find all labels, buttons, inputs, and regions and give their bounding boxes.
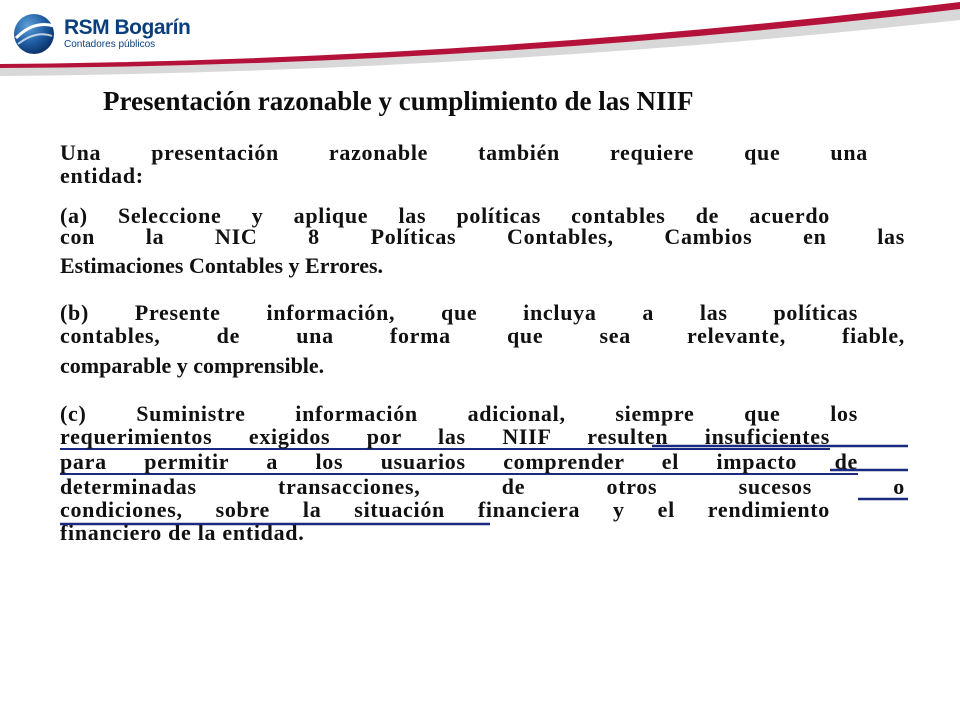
item-c-paragraph: [60, 402, 905, 544]
item-a-paragraph: [60, 203, 905, 284]
item-c-line-5: condiciones, sobre la situación financiera y el rendimiento: [60, 497, 830, 522]
intro-line-1: Una presentación razonable también requiere que una: [60, 140, 868, 165]
company-logo: [12, 12, 190, 56]
item-c-line-3: para permitir a los usuarios comprender el impacto de: [60, 449, 858, 474]
item-a-line-3: Estimaciones Contables y Errores.: [60, 253, 384, 278]
item-a-line-1: (a) Seleccione y aplique las políticas contables de acuerdo: [60, 203, 830, 228]
item-c-line-1: (c) Suministre información adicional, siempre que los: [60, 401, 858, 426]
intro-paragraph: [60, 141, 905, 187]
item-b-paragraph: [60, 300, 905, 383]
item-b-line-1: (b) Presente información, que incluya a las políticas: [60, 300, 858, 325]
item-c-line-6: financiero de la entidad.: [60, 520, 305, 545]
item-a-line-2: con la NIC 8 Políticas Contables, Cambios en las: [60, 224, 905, 249]
item-b-line-2: contables, de una forma que sea relevante, fiable,: [60, 323, 905, 348]
logo-subtitle: Contadores públicos: [64, 39, 156, 50]
item-c-line-4: determinadas transacciones, de otros sucesos o: [60, 474, 905, 499]
slide-title: Presentación razonable y cumplimiento de las NIIF: [103, 86, 694, 116]
globe-icon: [12, 12, 56, 56]
logo-brand-name: RSM Bogarín: [64, 16, 191, 39]
item-c-line-2: requerimientos exigidos por las NIIF resulten insuficientes: [60, 424, 830, 449]
slide-body: [60, 141, 905, 563]
intro-line-2: entidad:: [60, 163, 144, 188]
item-b-line-3: comparable y comprensible.: [60, 353, 325, 378]
